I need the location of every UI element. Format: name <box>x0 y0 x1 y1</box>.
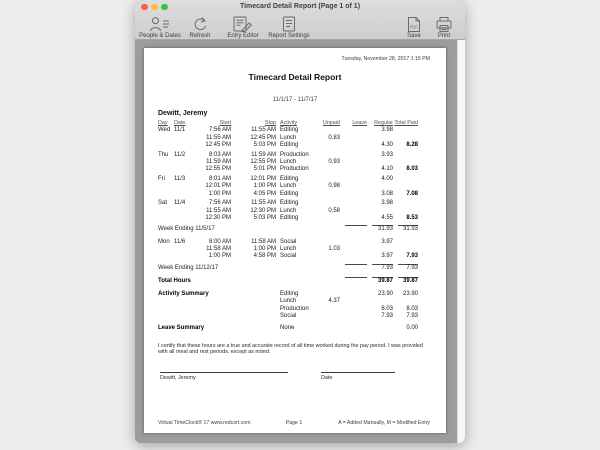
refresh-icon <box>192 16 208 32</box>
refresh-button[interactable] <box>183 16 217 39</box>
entry-editor-button[interactable] <box>221 16 265 39</box>
employee-name: Dewitt, Jeremy <box>158 110 208 117</box>
report-page <box>144 48 446 433</box>
minimize-button[interactable] <box>151 4 158 11</box>
footer-app-info: Virtual TimeClock® 17 www.redcort.com <box>158 420 251 426</box>
table-row: Activity Summary Editing 23.90 23.90 <box>158 291 418 298</box>
toolbar-label: Refresh <box>189 33 211 39</box>
table-row: Mon 11/6 8:00 AM 11:58 AM Social 3.97 <box>158 238 393 245</box>
col-total-paid: Total Paid <box>394 120 418 126</box>
col-day: Day <box>158 120 168 126</box>
table-row: Week Ending 11/5/17 31.93 31.93 <box>158 226 418 233</box>
printer-icon <box>435 16 453 32</box>
table-row: 11:55 AM 12:45 PM Lunch 0.83 <box>206 134 340 141</box>
entry-editor-icon <box>233 16 253 32</box>
svg-text:PDF: PDF <box>409 23 418 29</box>
table-row: Week Ending 11/12/17 7.93 7.93 <box>158 264 418 271</box>
window-title: Timecard Detail Report (Page 1 of 1) <box>239 3 361 10</box>
timecard-table-body <box>144 127 446 332</box>
table-row: Sat 11/4 7:56 AM 11:55 AM Editing 3.98 <box>158 200 393 207</box>
people-dates-button[interactable] <box>137 16 183 39</box>
toolbar-label: Report Settings <box>268 33 310 39</box>
save-pdf-icon <box>406 16 422 32</box>
employee-signature-line: Dewitt, Jeremy <box>160 372 288 381</box>
table-row: Production 8.03 8.03 <box>280 305 418 312</box>
table-header-row <box>158 120 446 127</box>
zoom-button[interactable] <box>161 4 168 11</box>
people-icon <box>149 16 171 32</box>
toolbar-label: Entry Editor <box>227 33 259 39</box>
traffic-lights <box>141 4 168 11</box>
table-row: 11:58 AM 1:00 PM Lunch 1.03 <box>206 245 340 252</box>
table-row: Fri 11/3 8:01 AM 12:01 PM Editing 4.00 <box>158 176 393 183</box>
toolbar-label: Print <box>437 33 451 39</box>
table-row: 12:01 PM 1:00 PM Lunch 0.98 <box>205 183 340 190</box>
table-row: Social 7.93 7.93 <box>280 313 418 320</box>
table-row: Thu 11/2 8:03 AM 11:59 AM Production 3.93 <box>158 151 393 158</box>
table-row: 12:45 PM 5:03 PM Editing 4.30 8.28 <box>205 141 418 148</box>
save-button[interactable] <box>402 16 426 39</box>
report-settings-icon <box>282 16 296 32</box>
table-row: Lunch 4.37 <box>280 298 340 305</box>
titlebar[interactable] <box>135 0 465 13</box>
window-chrome <box>135 0 465 40</box>
certification-text: I certify that these hours are a true and accurate record of all time worked during the pay period. I was provided with all meal and rest periods, except as noted. <box>158 342 423 356</box>
app-window <box>135 0 465 443</box>
report-timestamp: Tuesday, November 28, 2017 1:15 PM <box>341 56 430 62</box>
table-row: 12:55 PM 5:01 PM Production 4.10 8.03 <box>205 166 418 173</box>
report-settings-button[interactable] <box>265 16 313 39</box>
footer-page-number: Page 1 <box>285 420 303 426</box>
footer-legend: A = Added Manually, M = Modified Entry <box>338 420 431 426</box>
table-row: 1:00 PM 4:58 PM Social 3.97 7.93 <box>208 253 418 260</box>
vertical-scrollbar[interactable] <box>457 40 465 443</box>
col-date: Date <box>174 120 186 126</box>
table-row: Leave Summary None 0.00 <box>158 325 418 332</box>
signature-block <box>158 372 446 381</box>
table-row: 1:00 PM 4:05 PM Editing 3.08 7.08 <box>208 190 418 197</box>
print-button[interactable] <box>432 16 456 39</box>
toolbar-label: People & Dates <box>139 33 181 39</box>
page-footer <box>158 420 430 426</box>
report-title: Timecard Detail Report <box>248 72 342 82</box>
table-row: Wed 11/1 7:56 AM 11:55 AM Editing 3.98 <box>158 127 393 134</box>
close-button[interactable] <box>141 4 148 11</box>
col-unpaid: Unpaid <box>322 120 340 126</box>
toolbar <box>135 13 465 41</box>
table-row: Total Hours 39.87 39.87 <box>158 277 418 284</box>
table-row: 11:55 AM 12:30 PM Lunch 0.58 <box>206 207 340 214</box>
report-date-range: 11/1/17 - 11/7/17 <box>272 97 318 103</box>
col-start: Start <box>219 120 231 126</box>
date-signature-line: Date <box>321 372 395 381</box>
table-row: 12:30 PM 5:03 PM Editing 4.55 8.53 <box>205 215 418 222</box>
report-preview-area <box>135 40 465 443</box>
toolbar-label: Save <box>407 33 421 39</box>
col-regular: Regular <box>374 120 393 126</box>
col-leave: Leave <box>352 120 367 126</box>
col-activity: Activity <box>280 120 298 126</box>
table-row: 11:59 AM 12:55 PM Lunch 0.93 <box>206 158 340 165</box>
col-stop: Stop <box>264 120 276 126</box>
